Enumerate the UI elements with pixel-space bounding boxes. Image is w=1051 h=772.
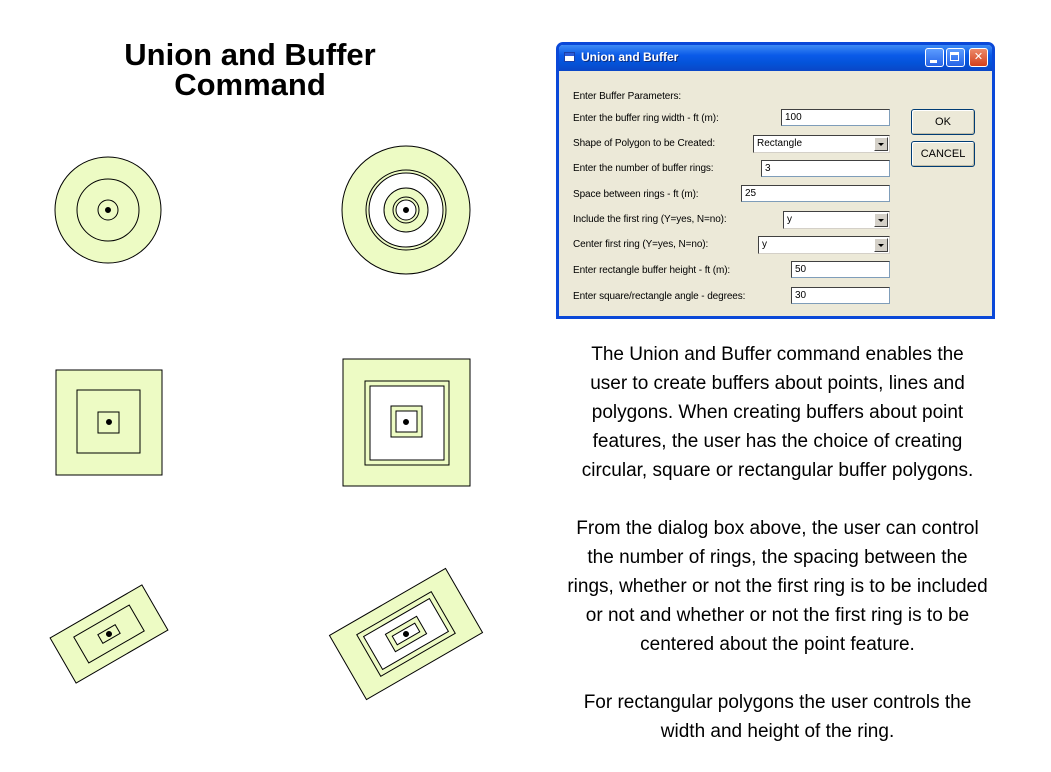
description-line: polygons. When creating buffers about point bbox=[591, 402, 964, 423]
circular-buffer-example-1 bbox=[55, 157, 161, 263]
rectangle-height-label: Enter rectangle buffer height - ft (m): bbox=[573, 265, 731, 276]
dialog-title: Union and Buffer bbox=[581, 50, 679, 64]
ring-width-label: Enter the buffer ring width - ft (m): bbox=[573, 113, 719, 124]
dialog-titlebar[interactable] bbox=[559, 45, 992, 71]
include-first-ring-label: Include the first ring (Y=yes, N=no): bbox=[573, 214, 727, 225]
description-line: or not and whether or not the first ring is to be bbox=[585, 605, 970, 626]
description-line: user to create buffers about points, lines and bbox=[590, 373, 965, 394]
square-buffer-example-2 bbox=[343, 359, 470, 486]
polygon-shape-select[interactable] bbox=[753, 135, 890, 153]
close-button[interactable] bbox=[969, 48, 988, 67]
rectangle-angle-label: Enter square/rectangle angle - degrees: bbox=[573, 291, 746, 302]
center-first-ring-select[interactable] bbox=[758, 236, 890, 254]
page-title-line-1: Union and Buffer bbox=[124, 37, 376, 72]
section-label: Enter Buffer Parameters: bbox=[573, 91, 682, 102]
chevron-down-icon[interactable] bbox=[874, 238, 888, 252]
ring-count-label: Enter the number of buffer rings: bbox=[573, 163, 714, 174]
description-line: circular, square or rectangular buffer polygons. bbox=[581, 460, 974, 481]
close-icon: ✕ bbox=[973, 51, 984, 63]
center-first-ring-value: y bbox=[762, 239, 767, 250]
rectangle-height-input[interactable]: 50 bbox=[791, 261, 890, 278]
include-first-ring-value: y bbox=[787, 214, 792, 225]
rectangle-angle-input[interactable]: 30 bbox=[791, 287, 890, 304]
chevron-down-icon[interactable] bbox=[874, 213, 888, 227]
description-line: The Union and Buffer command enables the bbox=[591, 344, 964, 365]
window-icon bbox=[564, 52, 575, 62]
description-line: rings, whether or not the first ring is to be included bbox=[567, 576, 988, 597]
description-line: centered about the point feature. bbox=[640, 634, 915, 655]
ring-width-input[interactable]: 100 bbox=[781, 109, 890, 126]
polygon-shape-value: Rectangle bbox=[757, 138, 803, 149]
description-line: From the dialog box above, the user can control bbox=[576, 518, 979, 539]
center-first-ring-label: Center first ring (Y=yes, N=no): bbox=[573, 239, 709, 250]
minimize-button[interactable] bbox=[925, 48, 944, 67]
description-line: width and height of the ring. bbox=[660, 721, 895, 742]
cancel-button[interactable]: CANCEL bbox=[911, 141, 975, 167]
page-title-line-2: Command bbox=[174, 67, 326, 102]
polygon-shape-label: Shape of Polygon to be Created: bbox=[573, 138, 716, 149]
description-line: features, the user has the choice of creating bbox=[592, 431, 963, 452]
ring-spacing-label: Space between rings - ft (m): bbox=[573, 189, 699, 200]
description-line: For rectangular polygons the user controls the bbox=[583, 692, 972, 713]
description-paragraph-1 bbox=[530, 340, 1025, 485]
square-buffer-example-1 bbox=[56, 370, 162, 475]
maximize-button[interactable] bbox=[946, 48, 965, 67]
include-first-ring-select[interactable] bbox=[783, 211, 890, 229]
ring-spacing-input[interactable]: 25 bbox=[741, 185, 890, 202]
description-paragraph-3 bbox=[530, 688, 1025, 746]
ok-button[interactable]: OK bbox=[911, 109, 975, 135]
circular-buffer-example-2 bbox=[342, 146, 470, 274]
ring-count-input[interactable]: 3 bbox=[761, 160, 890, 177]
chevron-down-icon[interactable] bbox=[874, 137, 888, 151]
union-buffer-dialog bbox=[556, 42, 995, 319]
rectangle-buffer-example-1 bbox=[50, 585, 168, 683]
description-line: the number of rings, the spacing between the bbox=[587, 547, 968, 568]
description-paragraph-2 bbox=[530, 514, 1025, 659]
rectangle-buffer-example-2 bbox=[329, 568, 482, 699]
